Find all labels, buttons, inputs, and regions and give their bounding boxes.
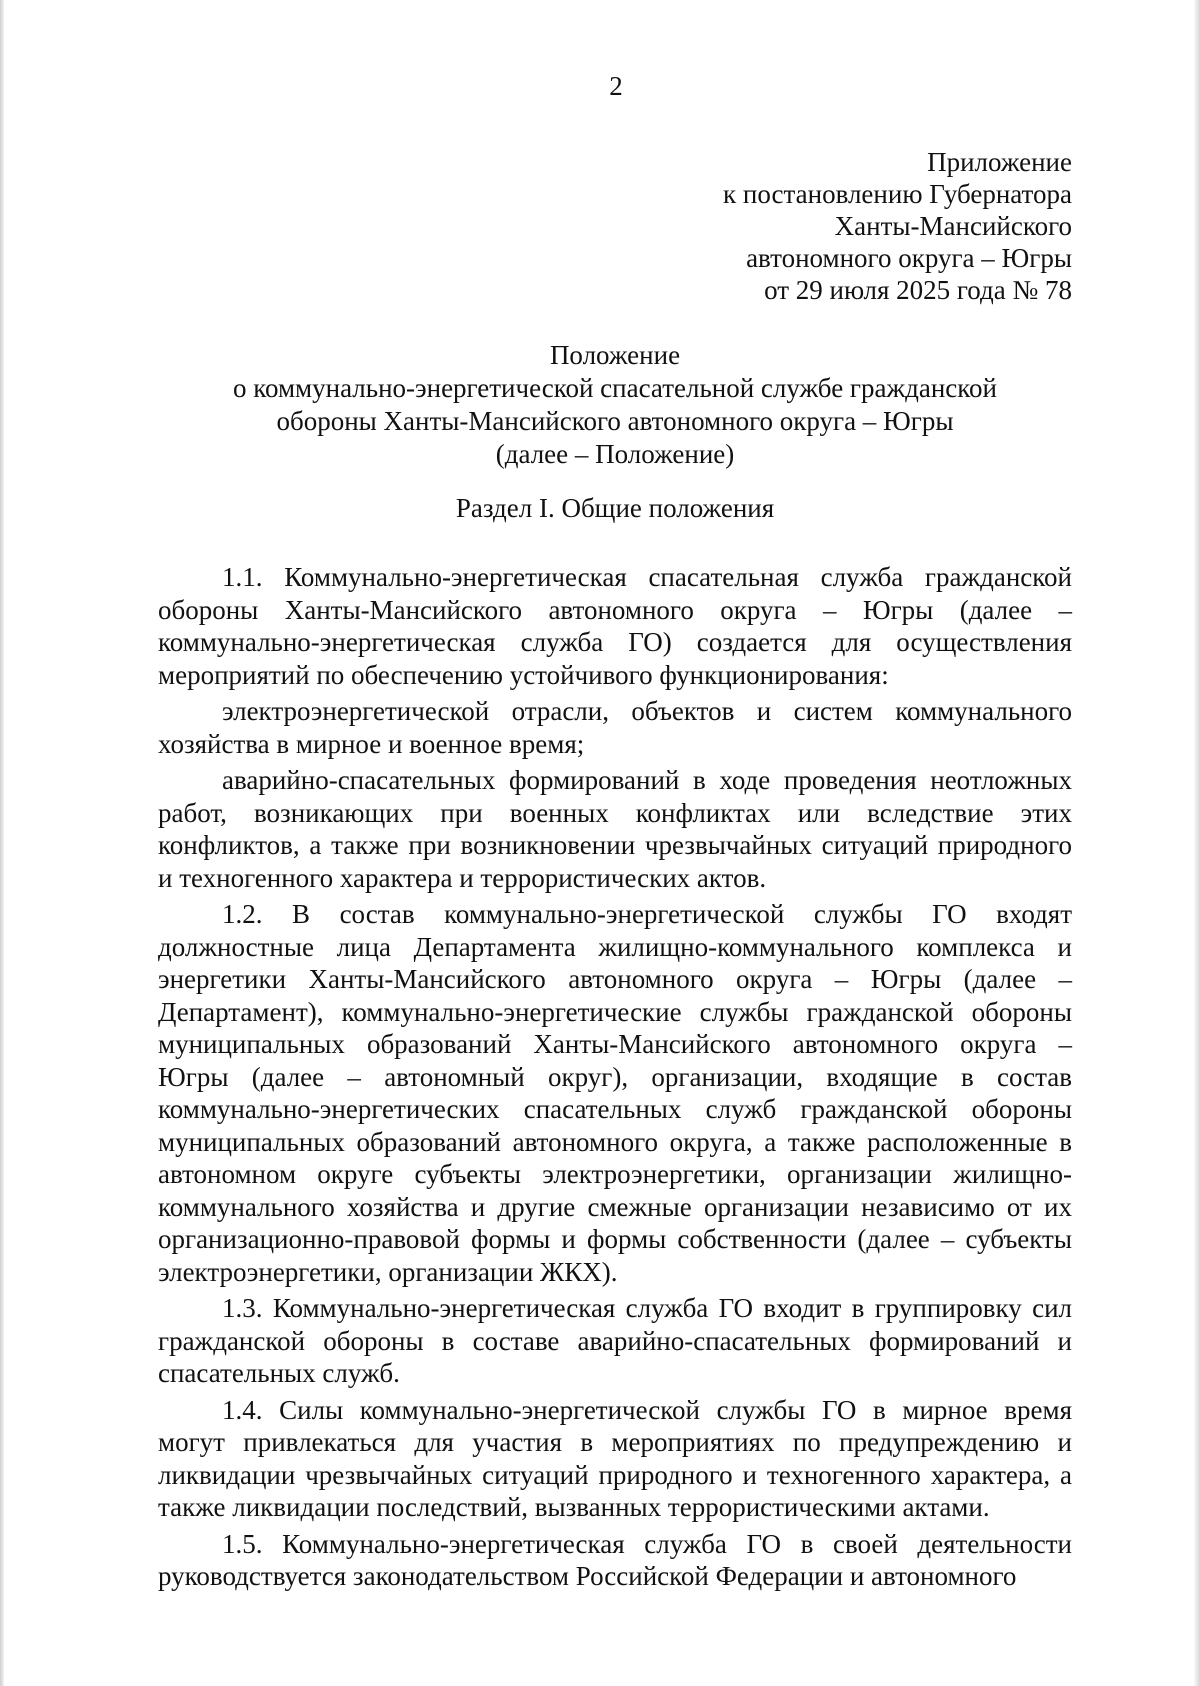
paragraph: 1.4. Силы коммунально-энергетической службы ГО в мирное время могут привлекаться для участия в мероприятиях по предупреждению и ликвидации чрезвычайных ситуаций природного и техногенного характера, а также ликвидации последствий, вызванных террористическими актами.: [158, 1394, 1072, 1522]
appendix-line: автономного округа – Югры: [746, 243, 1072, 273]
appendix-line: Приложение: [927, 147, 1072, 177]
document-title: [158, 339, 1072, 471]
title-line: (далее – Положение): [495, 439, 735, 469]
paragraph: 1.2. В состав коммунально-энергетической службы ГО входят должностные лица Департамента жилищно-коммунального комплекса и энергетики Ханты-Мансийского автономного округа – Югры (далее – Департамент), коммунально-энергетические службы гражданской обороны муниципальных образований Ханты-Мансийского автономного округа – Югры (далее – автономный округ), организации, входящие в состав коммунально-энергетических спасательных служб гражданской обороны муниципальных образований автономного округа, а также расположенные в автономном округе субъекты электроэнергетики, организации жилищно-коммунального хозяйства и другие смежные организации независимо от их организационно-правовой формы и формы собственности (далее – субъекты электроэнергетики, организации ЖКХ).: [158, 899, 1072, 1287]
paragraph: аварийно-спасательных формирований в ходе проведения неотложных работ, возникающих при военных конфликтах или вследствие этих конфликтов, а также при возникновении чрезвычайных ситуаций природного и техногенного характера и террористических актов.: [158, 765, 1072, 893]
scan-edge-right: [1194, 0, 1200, 1686]
paragraph: 1.1. Коммунально-энергетическая спасательная служба гражданской обороны Ханты-Мансийского автономного округа – Югры (далее – коммунально-энергетическая служба ГО) создается для осуществления мероприятий по обеспечению устойчивого функционирования:: [158, 562, 1072, 690]
appendix-line: Ханты-Мансийского: [834, 211, 1072, 241]
appendix-block: [723, 146, 1072, 306]
section-heading: Раздел I. Общие положения: [455, 493, 775, 523]
title-line: обороны Ханты-Мансийского автономного округа – Югры: [276, 406, 954, 436]
paragraph: 1.3. Коммунально-энергетическая служба ГО входит в группировку сил гражданской обороны в составе аварийно-спасательных формирований и спасательных служб.: [158, 1293, 1072, 1388]
paragraph: 1.5. Коммунально-энергетическая служба ГО в своей деятельности руководствуется законодательством Российской Федерации и автономного: [158, 1528, 1072, 1591]
scan-edge-left: [0, 0, 4, 1686]
body-text: [158, 561, 1072, 1597]
paragraph: электроэнергетической отрасли, объектов и систем коммунального хозяйства в мирное и военное время;: [158, 696, 1072, 759]
title-line: о коммунально-энергетической спасательной службе гражданской: [232, 373, 997, 403]
appendix-line: от 29 июля 2025 года № 78: [764, 275, 1072, 305]
page-number: 2: [609, 71, 623, 101]
title-line: Положение: [549, 340, 681, 370]
appendix-line: к постановлению Губернатора: [723, 179, 1072, 209]
